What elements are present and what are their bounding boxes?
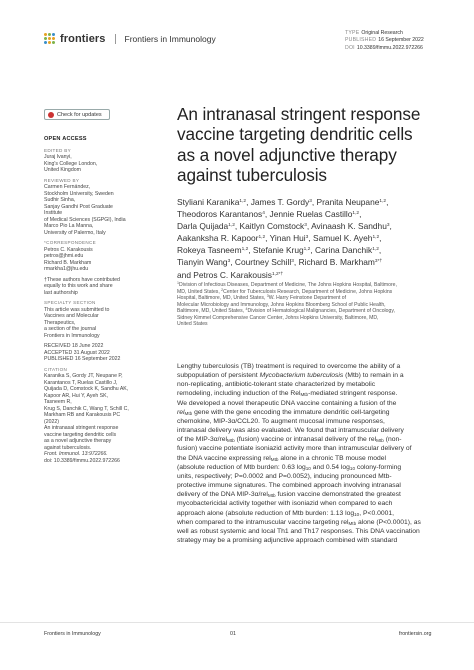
edited-by-section: EDITED BY Juraj Ivanyi, King's College London, United Kingdom (44, 147, 98, 173)
update-icon (48, 112, 54, 118)
meta-doi: DOI 10.3389/fimmu.2022.972266 (345, 44, 423, 51)
brand-name: frontiers (60, 33, 106, 45)
meta-type: TYPE Original Research (345, 30, 403, 36)
affiliations: $^1$Division of Infectious Diseases, Department of Medicine, The Johns Hopkins Hospital, Baltimore, MD, United States, $^2$Center for Tuberculosis Research, Department of Medicine, Johns Hopkins Hospital, Baltimore, MD, United States, $^3$W. Harry Feinstone Department of Molecular Microbiology and Immunology, Johns Hopkins Bloomberg School of Public Health, Baltimore, MD, United States, $^4$Division of Hematological Malignancies, Department of Oncology, Sidney Kimmel Comprehensive Cancer Center, Johns Hopkins University, Baltimore, MD, United States (177, 281, 397, 328)
article-title: An intranasal stringent response vaccine targeting dendritic cells as a novel adjunctive therapy against tuberculosis (177, 104, 421, 186)
reviewed-by-section: REVIEWED BY Carmen Fernández, Stockholm University, Sweden Sudhir Sinha, Sanjay Gandhi Post Graduate Institute of Medical Sciences (SGPGI), India Marco Pio La Manna, University of Palermo, Italy (44, 177, 126, 236)
article-meta (345, 30, 424, 52)
correspondence-section: *CORRESPONDENCE Petros C. Karakousis petros@jhmi.edu Richard B. Markham rmarkha1@jhu.edu (44, 240, 130, 273)
frontiers-logo-icon (44, 33, 56, 45)
equal-contribution-note: †These authors have contributed equally to this work and share last authorship (44, 276, 120, 296)
footer-divider (0, 622, 474, 623)
footer-site-link[interactable]: frontiersin.org (399, 631, 432, 637)
article-sidebar (44, 136, 130, 468)
citation-doi-link[interactable]: doi: 10.3389/fimmu.2022.972266 (44, 457, 120, 464)
open-access-label: OPEN ACCESS (44, 136, 87, 142)
citation-section: CITATION Karanika S, Gordy JT, Neupane P, Karantanos T, Ruelas Castillo J, Quijada D, Comstock K, Sandhu AK, Kapoor AR, Hui Y, Ayeh SK, Tasneem R, Krug S, Danchik C, Wang T, Schill C, Markham RB and Karakousis PC (2022) An intranasal stringent response vaccine targeting dendritic cells as a novel adjunctive therapy against tuberculosis. Front. Immunol. 13:972266. doi: 10.3389/fimmu.2022.972266 (44, 366, 129, 464)
page-number: 01 (230, 631, 236, 637)
logo-divider (115, 34, 116, 44)
doi-link[interactable]: 10.3389/fimmu.2022.972266 (356, 44, 423, 51)
author-list: Styliani Karanika$^{1,2}$, James T. Gordy$^3$, Pranita Neupane$^{1,2}$, Theodoros Karantanos$^4$, Jennie Ruelas Castillo$^{1,2}$, Darla Quijada$^{1,2}$, Kaitlyn Comstock$^3$, Avinaash K. Sandhu$^3$, Aakanksha R. Kapoor$^{1,2}$, Yinan Hui$^3$, Samuel K. Ayeh$^{1,2}$, Rokeya Tasneem$^{1,2}$, Stefanie Krug$^{1,2}$, Carina Danchik$^{1,2}$, Tianyin Wang$^3$, Courtney Schill$^3$, Richard B. Markham$^{3*\dagger}$ and Petros C. Karakousis$^{1,2*\dagger}$ (177, 197, 392, 280)
meta-published: PUBLISHED 16 September 2022 (345, 37, 424, 44)
email-link[interactable]: rmarkha1@jhu.edu (44, 266, 89, 272)
journal-name: Frontiers in Immunology (124, 34, 216, 44)
abstract: Lengthy tuberculosis (TB) treatment is required to overcome the ability of a subpopulation of persistent Mycobacterium tuberculosis (Mtb) to remain in a non-replicating, antibiotic-tolerant state characterized by metabolic remodeling, including induction of the Rel$_{Mtb}$-mediated stringent response. We developed a novel therapeutic DNA vaccine containing a fusion of the rel$_{Mtb}$ gene with the gene encoding the immature dendritic cell-targeting chemokine, MIP-3α/CCL20. To augment mucosal immune responses, intranasal delivery was also evaluated. We found that intramuscular delivery of the MIP-3α/rel$_{Mtb}$ (fusion) vaccine or intranasal delivery of the rel$_{Mtb}$ (non- fusion) vaccine potentiate isoniazid activity more than intramuscular delivery of the DNA vaccine expressing rel$_{Mtb}$ alone in a chronic TB mouse model (absolute reduction of Mtb burden: 0.63 $\log_{10}$ and 0.54 $\log_{10}$ colony-forming units, respectively; P=0.0002 and P=0.0052), inducing pronounced Mtb- protective immune signatures. The combined approach involving intranasal delivery of the DNA MIP-3α/rel$_{Mtb}$ fusion vaccine demonstrated the greatest mycobactericidal activity together with isoniazid when compared to each approach alone (absolute reduction of Mtb burden: 1.13 $\log_{10}$, P<0.0001, when compared to the intramuscular vaccine targeting rel$_{Mtb}$ alone (P<0.0001), as well as robust systemic and local Th1 and Th17 responses. This DNA vaccination strategy may be a promising adjunctive approach combined with standard (177, 363, 421, 544)
check-for-updates-label: Check for updates (57, 111, 102, 118)
email-link[interactable]: petros@jhmi.edu (44, 253, 84, 259)
journal-logo[interactable] (44, 33, 216, 45)
dates-section: RECEIVED 18 June 2022 ACCEPTED 31 August 2022 PUBLISHED 16 September 2022 (44, 343, 121, 362)
footer-journal: Frontiers in Immunology (44, 631, 101, 637)
check-for-updates-button[interactable] (44, 109, 110, 120)
specialty-section: SPECIALTY SECTION This article was submitted to Vaccines and Molecular Therapeutics, a section of the journal Frontiers in Immunology (44, 300, 110, 339)
